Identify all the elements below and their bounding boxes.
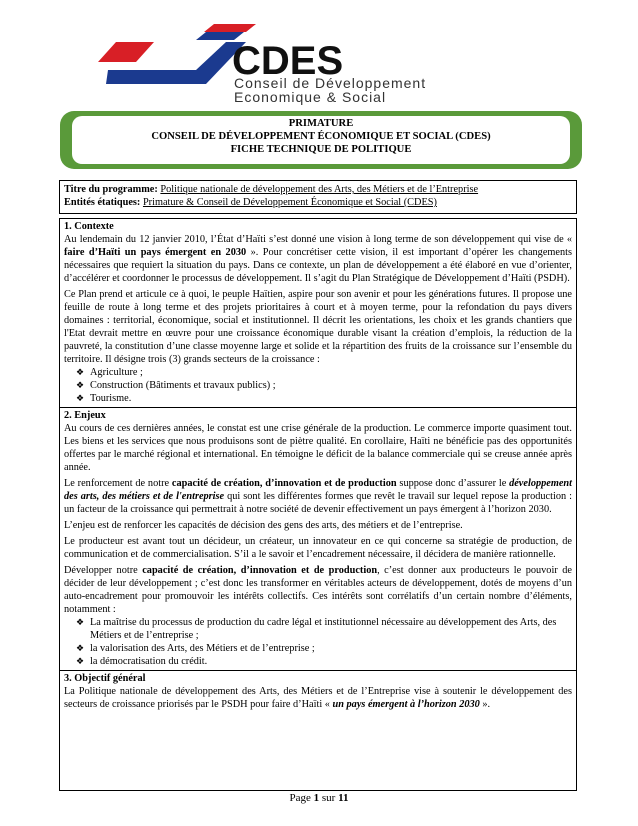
logo-tagline-1: Conseil de Développement [234, 75, 427, 91]
page-number: 1 [313, 792, 320, 804]
enjeux-paragraph-5: Développer notre capacité de création, d’innovation et de production, c’est donner aux producteurs le pouvoir de décider de leur développement ; c’est donc les transformer en véritables acteurs de développement, dotés de moyens d’un auto-encadrement pour promouvoir les intérêts collectifs. Ces intérêts sont corrélatifs d’un certain nombre d’éléments, notamment : [64, 565, 572, 615]
list-item: ❖ Construction (Bâtiments et travaux publics) ; [76, 380, 276, 391]
page-word: Page [289, 792, 311, 804]
cdes-logo [96, 22, 536, 106]
list-item: ❖ Tourisme. [76, 393, 132, 404]
section-objectif [60, 671, 576, 716]
section-contexte [60, 219, 576, 408]
diamond-bullet-icon: ❖ [76, 617, 85, 627]
growth-sectors-list [64, 366, 572, 405]
section-title: 2. Enjeux [64, 410, 106, 421]
enjeux-paragraph-4: Le producteur est avant tout un décideur, un créateur, un innovateur en ce qui concerne sa stratégie de production, de communication et de commercialisation. S’il a le savoir et l’encadrement nécessaire, il décidera de manière rationnelle. [64, 536, 572, 560]
entities-value: Primature & Conseil de Développement Économique et Social (CDES) [142, 197, 437, 208]
logo-tagline-2: Economique & Social [234, 89, 387, 105]
section-title: 3. Objectif général [64, 673, 146, 684]
header-banner [72, 116, 570, 164]
diamond-bullet-icon: ❖ [76, 380, 85, 390]
diamond-bullet-icon: ❖ [76, 643, 85, 653]
contexte-paragraph-1: Au lendemain du 12 janvier 2010, l’État d’Haïti s’est donné une vision à long terme de son développement qui vise de « faire d’Haïti un pays émergent en 2030 ». Pour concrétiser cette vision, il est important d’opérer les changements nécessaires que requiert la situation du pays. Dans ce contexte, un plan de développement a été élaboré en vue d’orienter, d’accélérer et coordonner le processus de développement. Il s’agit du Plan Stratégique de Développement d’Haïti (PSDH). [64, 234, 572, 284]
list-item: ❖ la valorisation des Arts, des Métiers et de l’entreprise ; [76, 643, 315, 654]
header-line-council: CONSEIL DE DÉVELOPPEMENT ÉCONOMIQUE ET SOCIAL (CDES) [151, 131, 491, 142]
section-enjeux [60, 408, 576, 671]
diamond-bullet-icon: ❖ [76, 393, 85, 403]
entities-row [64, 196, 572, 209]
program-title-row [64, 183, 572, 196]
entities-label: Entités étatiques: [64, 197, 141, 208]
section-title: 1. Contexte [64, 221, 114, 232]
of-word: sur [321, 792, 336, 804]
logo-brand: CDES [232, 39, 344, 83]
logo-red-shape [98, 42, 154, 62]
diamond-bullet-icon: ❖ [76, 367, 85, 377]
header-line-fiche: FICHE TECHNIQUE DE POLITIQUE [230, 144, 412, 155]
logo-red-top [204, 24, 256, 32]
interests-list [64, 616, 572, 668]
total-pages: 11 [338, 792, 349, 804]
list-item: ❖ la démocratisation du crédit. [76, 656, 208, 667]
program-info-box [59, 180, 577, 214]
list-item: ❖ Agriculture ; [76, 367, 143, 378]
header-line-primature: PRIMATURE [288, 118, 354, 129]
diamond-bullet-icon: ❖ [76, 656, 85, 666]
enjeux-paragraph-1: Au cours de ces dernières années, le constat est une crise générale de la production. Le commerce importe quasiment tout. Les biens et les services que nous produisons sont de piètre qualité. En corollaire, Haïti ne bénéficie pas des opportunités offertes par le marché régional et international. En témoigne le déficit de la balance commerciale qui se creuse année après année. [64, 423, 572, 473]
main-content-table [59, 218, 577, 791]
list-item: ❖ La maîtrise du processus de production du cadre légal et institutionnel nécessaire au développement des Arts, des Métiers et de l’entreprise ; [76, 617, 557, 641]
program-label: Titre du programme: [64, 184, 158, 195]
page-footer [0, 792, 638, 804]
enjeux-paragraph-3: L’enjeu est de renforcer les capacités de décision des gens des arts, des métiers et de l’entreprise. [64, 520, 463, 531]
program-value: Politique nationale de développement des Arts, des Métiers et de l’Entreprise [160, 184, 479, 195]
enjeux-paragraph-2: Le renforcement de notre capacité de création, d’innovation et de production suppose donc d’assurer le développement des arts, des métiers et de l'entreprise qui sont les différentes formes que revêt le travail sur lequel repose la production : un facteur de la croissance qui permettrait à notre société de devenir effectivement un pays émergent à l’horizon 2030. [64, 478, 572, 515]
objectif-paragraph-1: La Politique nationale de développement des Arts, des Métiers et de l’Entreprise vise à soutenir le développement des secteurs de croissance priorisés par le PSDH pour faire d’Haïti « un pays émergent à l’horizon 2030 ». [64, 686, 572, 710]
contexte-paragraph-2: Ce Plan prend et articule ce à quoi, le peuple Haïtien, aspire pour son avenir et pour les générations futures. Il propose une feuille de route à long terme et des projets prioritaires à court et à moyen terme, pour la refondation du pays divers domaines : territorial, économique, social et institutionnel. Il décrit les orientations, les choix et les grands chantiers que l'Etat devrait mettre en œuvre pour une croissance économique durable visant la création d’emplois, la réduction de la pauvreté, la constitution d’une classe moyenne large et solide et la répartition des fruits de la croissance sur l’ensemble du territoire. Il désigne trois (3) grands secteurs de la croissance : [64, 289, 572, 365]
